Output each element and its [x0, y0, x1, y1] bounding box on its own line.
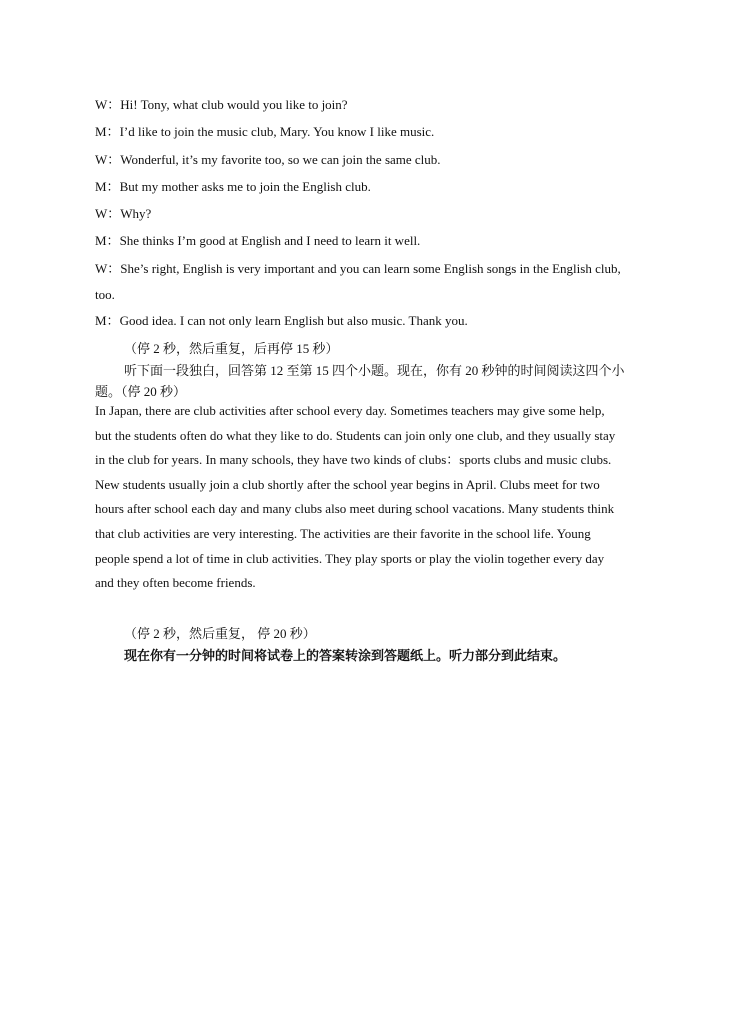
speaker-label: W：	[95, 97, 121, 112]
passage-line: In Japan, there are club activities after school every day. Sometimes teachers may give some help,	[95, 403, 605, 418]
listening-instruction-line: 题。（停 20 秒）	[95, 384, 187, 399]
dialogue-line	[95, 313, 468, 329]
dialogue-text: too.	[95, 287, 115, 302]
speaker-label: W：	[95, 206, 121, 221]
passage-line: New students usually join a club shortly after the school year begins in April. Clubs meet for two	[95, 476, 600, 492]
pause-instruction: （停 2 秒，然后重复，后再停 15 秒）	[124, 341, 339, 356]
dialogue-line	[95, 179, 371, 195]
passage-line: in the club for years. In many schools, they have two kinds of clubs：sports clubs and music clubs.	[95, 452, 612, 468]
dialogue-text: Hi! Tony, what club would you like to join?	[120, 97, 348, 112]
speaker-label: W：	[95, 152, 121, 167]
dialogue-line	[95, 261, 621, 277]
passage-line: that club activities are very interesting. The activities are their favorite in the school life. Young	[95, 525, 591, 541]
passage-line: but the students often do what they like to do. Students can join only one club, and they usually stay	[95, 427, 616, 443]
dialogue-text: Good idea. I can not only learn English but also music. Thank you.	[119, 313, 468, 328]
passage-line: hours after school each day and many clubs also meet during school vacations. Many students think	[95, 501, 615, 517]
dialogue-line	[95, 97, 348, 113]
passage-line: people spend a lot of time in club activities. They play sports or play the violin together every day	[95, 550, 605, 566]
monologue-passage	[95, 399, 615, 596]
speaker-label: M：	[95, 313, 120, 328]
dialogue-text: She thinks I’m good at English and I need to learn it well.	[119, 233, 421, 248]
speaker-label: M：	[95, 233, 120, 248]
listening-instruction-line: 听下面一段独白，回答第 12 至第 15 四个小题。现在，你有 20 秒钟的时间阅读这四个小	[124, 363, 625, 378]
dialogue-text: Wonderful, it’s my favorite too, so we can join the same club.	[120, 152, 441, 167]
pause-instruction: （停 2 秒，然后重复， 停 20 秒）	[124, 626, 316, 641]
speaker-label: W：	[95, 261, 121, 276]
dialogue-text: But my mother asks me to join the English club.	[119, 179, 371, 194]
dialogue-line	[95, 152, 441, 168]
dialogue-text: I’d like to join the music club, Mary. You know I like music.	[119, 124, 435, 139]
dialogue-line	[95, 233, 420, 249]
final-instruction: 现在你有一分钟的时间将试卷上的答案转涂到答题纸上。听力部分到此结束。	[124, 648, 567, 663]
dialogue-text: Why?	[120, 206, 152, 221]
speaker-label: M：	[95, 179, 120, 194]
dialogue-line	[95, 206, 151, 222]
dialogue-text: She’s right, English is very important and you can learn some English songs in the English club,	[120, 261, 621, 276]
dialogue-line	[95, 287, 115, 303]
dialogue-line	[95, 124, 434, 140]
speaker-label: M：	[95, 124, 120, 139]
passage-line: and they often become friends.	[95, 575, 256, 591]
